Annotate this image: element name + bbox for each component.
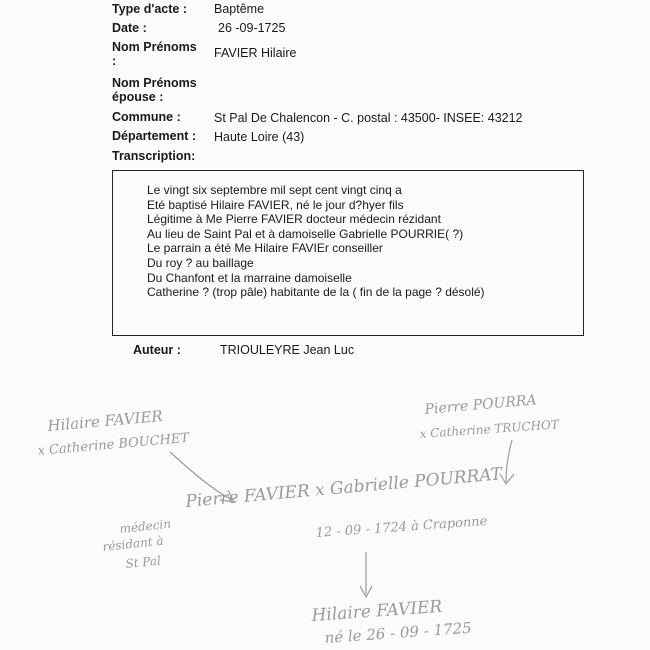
name-value: FAVIER Hilaire	[214, 46, 297, 60]
note-left-parents-1: Hilaire FAVIER	[46, 406, 164, 435]
note-couple: Pierre FAVIER x Gabrielle POURRAT	[184, 464, 503, 512]
departement-label: Département :	[112, 129, 197, 143]
spouse-label-line2: épouse :	[112, 90, 164, 104]
transcription-line: Catherine ? (trop pâle) habitante de la ( fin de la page ? désolé)	[147, 285, 485, 300]
note-right-parents-1: Pierre POURRA	[423, 392, 538, 418]
name-label-line1: Nom Prénoms	[112, 40, 197, 54]
transcription-line: Le vingt six septembre mil sept cent vingt cinq a	[147, 183, 402, 197]
arrow-to-child	[360, 552, 372, 597]
note-child-name: Hilaire FAVIER	[310, 596, 443, 626]
note-left-parents-2: x Catherine BOUCHET	[37, 430, 190, 459]
commune-label: Commune :	[112, 110, 181, 124]
note-child-birth: né le 26 - 09 - 1725	[324, 618, 473, 647]
note-occupation-1: médecin	[118, 516, 172, 536]
date-label: Date :	[112, 21, 147, 35]
type-label: Type d'acte :	[112, 2, 187, 16]
commune-value: St Pal De Chalencon - C. postal : 43500- INSEE: 43212	[214, 111, 523, 125]
departement-value: Haute Loire (43)	[214, 130, 305, 144]
date-value: 26 -09-1725	[218, 21, 286, 35]
type-value: Baptême	[214, 2, 265, 16]
note-occupation-2: résidant à	[101, 533, 165, 554]
author-label: Auteur :	[133, 343, 181, 357]
name-label-line2: :	[112, 54, 117, 68]
transcription-line: Légitime à Me Pierre FAVIER docteur médecin rézidant	[147, 212, 441, 227]
transcription-line: Au lieu de Saint Pal et à damoiselle Gabrielle POURRIE( ?)	[147, 226, 464, 241]
transcription-label: Transcription:	[112, 149, 196, 163]
note-right-parents-2: x Catherine TRUCHOT	[419, 417, 560, 441]
note-marriage-date: 12 - 09 - 1724 à Craponne	[315, 514, 488, 541]
spouse-label-line1: Nom Prénoms	[112, 76, 197, 90]
note-occupation-3: St Pal	[124, 553, 162, 571]
transcription-line: Le parrain a été Me Hilaire FAVIEr conseiller	[147, 241, 383, 256]
transcription-line: Du Chanfont et la marraine damoiselle	[147, 270, 352, 285]
transcription-line: Du roy ? au baillage	[147, 255, 254, 270]
transcription-line: Eté baptisé Hilaire FAVIER, né le jour d?hyer fils	[147, 197, 404, 212]
author-value: TRIOULEYRE Jean Luc	[220, 343, 355, 357]
